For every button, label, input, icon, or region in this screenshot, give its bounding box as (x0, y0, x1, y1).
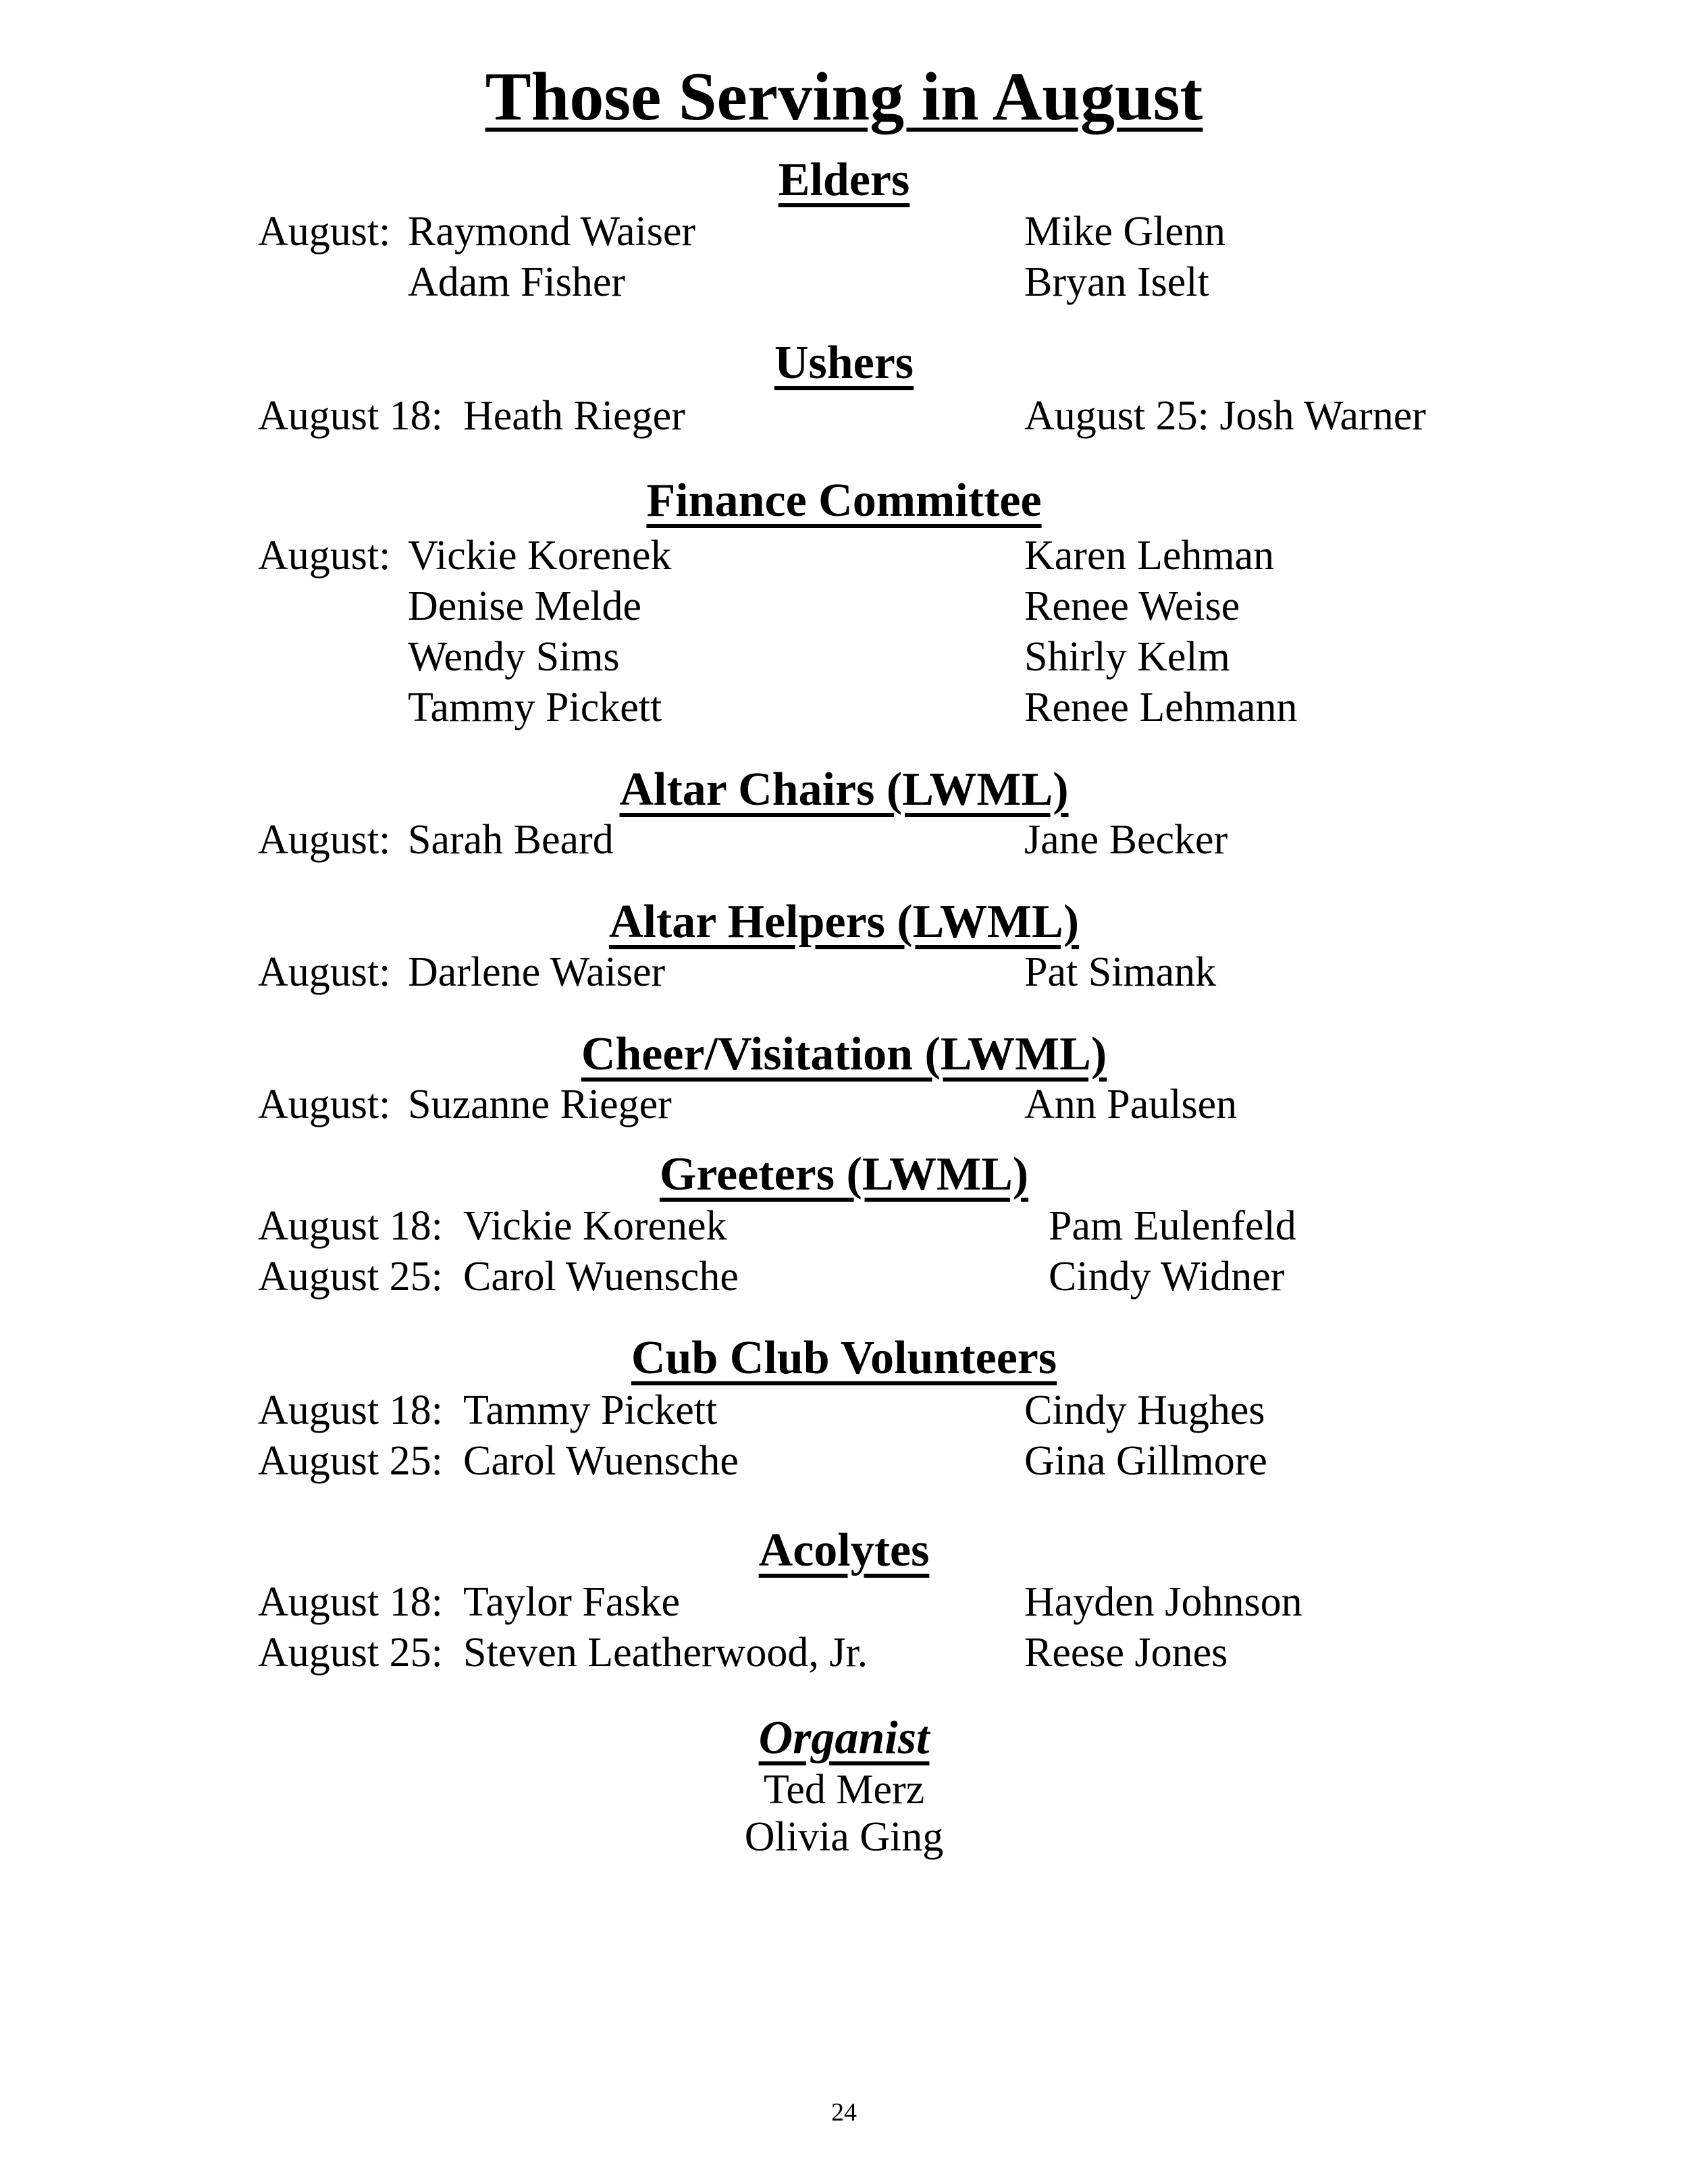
section-heading-cub-club: Cub Club Volunteers (631, 1332, 1057, 1384)
section-heading-greeters: Greeters (LWML) (659, 1148, 1029, 1200)
section-heading-altar-chairs: Altar Chairs (LWML) (619, 764, 1069, 816)
organist-name: Ted Merz (763, 1767, 925, 1813)
section-heading-cheer-visitation: Cheer/Visitation (LWML) (581, 1028, 1107, 1080)
section-heading-ushers: Ushers (774, 337, 914, 389)
section-heading-altar-helpers: Altar Helpers (LWML) (608, 896, 1080, 948)
section-heading-finance-committee: Finance Committee (646, 475, 1042, 527)
organist-name: Olivia Ging (744, 1814, 944, 1860)
page-number: 24 (831, 2098, 857, 2127)
section-heading-elders: Elders (778, 154, 910, 206)
section-heading-acolytes: Acolytes (758, 1524, 930, 1576)
page-title: Those Serving in August (485, 59, 1203, 135)
section-heading-organist: Organist (758, 1712, 930, 1764)
